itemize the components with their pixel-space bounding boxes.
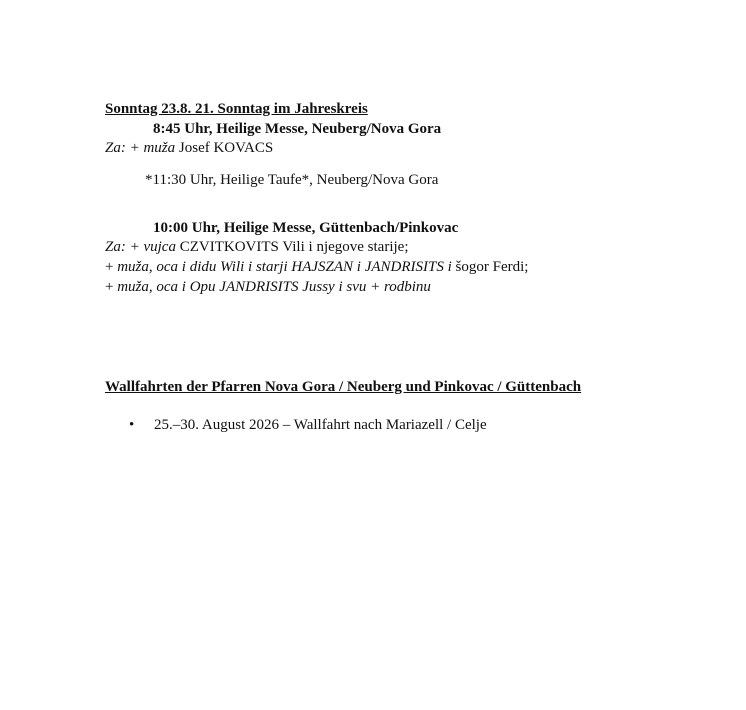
intention-regular: CZVITKOVITS Vili i njegove starije; — [175, 239, 409, 255]
mass-1-intention — [105, 139, 273, 157]
sunday-heading: Sonntag 23.8. 21. Sonntag im Jahreskreis — [105, 101, 368, 117]
mass-2-intention-line-3 — [105, 278, 431, 296]
mass-2-intention-line-1 — [105, 238, 409, 256]
intention-italic: muža — [143, 140, 176, 156]
intention-prefix: + — [105, 259, 118, 275]
intention-prefix: Za: + — [105, 239, 144, 255]
list-bullet: • — [129, 417, 135, 433]
intention-italic: muža, oca i didu Wili i starji HAJSZAN i JANDRISITS i — [117, 259, 452, 275]
intention-regular: Josef KOVACS — [175, 140, 274, 156]
mass-2-title: 10:00 Uhr, Heilige Messe, Güttenbach/Pinkovac — [153, 220, 459, 236]
pilgrimage-item-text: 25.–30. August 2026 – Wallfahrt nach Mariazell / Celje — [154, 417, 487, 433]
intention-prefix: Za: + — [105, 140, 144, 156]
pilgrimage-list — [129, 416, 487, 434]
mass-2-intention-line-2 — [105, 258, 528, 276]
baptism-line: *11:30 Uhr, Heilige Taufe*, Neuberg/Nova Gora — [145, 172, 439, 188]
intention-prefix: + — [105, 279, 118, 295]
intention-italic: muža, oca i Opu JANDRISITS Jussy i svu + rodbinu — [117, 279, 431, 295]
pilgrimage-heading: Wallfahrten der Pfarren Nova Gora / Neuberg und Pinkovac / Güttenbach — [105, 379, 582, 395]
list-item — [129, 416, 487, 434]
intention-italic: vujca — [143, 239, 176, 255]
intention-regular: šogor Ferdi; — [451, 259, 529, 275]
mass-1-title: 8:45 Uhr, Heilige Messe, Neuberg/Nova Gora — [153, 121, 442, 137]
